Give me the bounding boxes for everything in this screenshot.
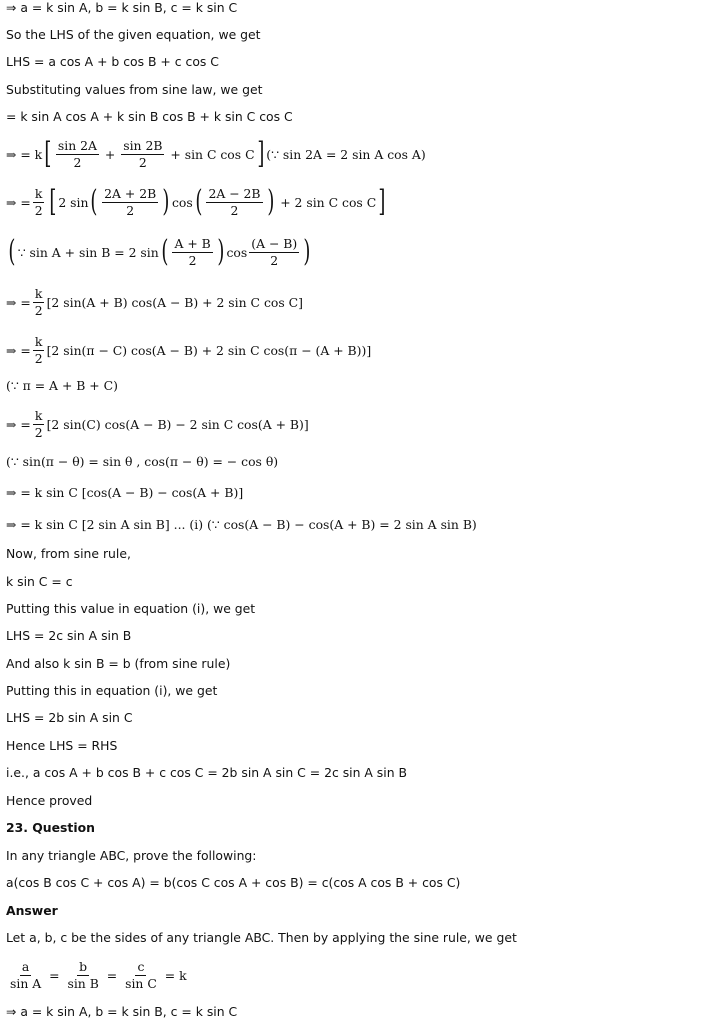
fraction [33, 187, 45, 218]
fraction [206, 187, 262, 218]
fraction [33, 335, 45, 366]
equation-text: cos [171, 194, 193, 210]
text-line: And also k sin B = b (from sine rule) [6, 656, 231, 671]
equation-line [6, 284, 303, 320]
text-line: Putting this value in equation (i), we get [6, 601, 256, 616]
open-bracket: [ [48, 184, 56, 219]
denominator: 2 [73, 154, 82, 170]
equation-text: = [160, 967, 180, 983]
text-line: ⇒ a = k sin A, b = k sin B, c = k sin C [6, 0, 238, 15]
close-paren: ) [162, 184, 170, 219]
equation-text: [2 sin(π − C) cos(A − B) + 2 sin C cos(π − (A + B))] [46, 342, 372, 358]
equation-text: ⇒ = [6, 294, 31, 310]
equation-text: 2 sin [58, 194, 89, 210]
answer-heading: Answer [6, 903, 58, 918]
equation-line [6, 136, 426, 172]
close-paren: ) [217, 234, 225, 269]
numerator: k [34, 185, 43, 201]
denominator: sin A [10, 975, 42, 991]
numerator: b [79, 958, 88, 974]
equation-text: + sin C cos C [166, 146, 255, 162]
fraction [65, 960, 100, 991]
denominator: 2 [34, 350, 43, 366]
equation-text: ⇒ = [6, 416, 31, 432]
equation-text: ⇒ = [6, 342, 31, 358]
text-line: a(cos B cos C + cos A) = b(cos C cos A + cos B) = c(cos A cos B + cos C) [6, 875, 461, 890]
close-bracket: ] [256, 136, 264, 171]
fraction [8, 960, 43, 991]
denominator: sin C [125, 975, 157, 991]
equation-line [6, 406, 309, 442]
text-line: ⇒ = k sin C [cos(A − B) − cos(A + B)] [6, 485, 244, 500]
fraction [121, 139, 164, 170]
fraction [123, 960, 159, 991]
numerator: 2A − 2B [208, 185, 261, 201]
numerator: sin 2A [57, 137, 97, 153]
equation-text: ⇒ = k [6, 146, 43, 162]
question-heading: 23. Question [6, 820, 95, 835]
text-line: (∵ sin(π − θ) = sin θ , cos(π − θ) = − cos θ) [6, 454, 279, 469]
numerator: A + B [174, 235, 211, 251]
close-bracket: ] [378, 184, 386, 219]
denominator: 2 [34, 302, 43, 318]
denominator: 2 [34, 424, 43, 440]
equation-text: + [100, 146, 120, 162]
text-line: = k sin A cos A + k sin B cos B + k sin C cos C [6, 109, 293, 124]
equation-text: k [179, 967, 187, 983]
text-line: Putting this in equation (i), we get [6, 683, 218, 698]
open-paren: ( [195, 184, 203, 219]
text-line: ⇒ = k sin C [2 sin A sin B] ... (i) (∵ cos(A − B) − cos(A + B) = 2 sin A sin B) [6, 517, 477, 532]
equation-text: [2 sin(C) cos(A − B) − 2 sin C cos(A + B)] [46, 416, 309, 432]
open-paren: ( [90, 184, 98, 219]
equation-text: cos [226, 244, 248, 260]
fraction [102, 187, 158, 218]
text-line: LHS = 2c sin A sin B [6, 628, 132, 643]
text-line: Let a, b, c be the sides of any triangle ABC. Then by applying the sine rule, we get [6, 930, 517, 945]
denominator: 2 [188, 252, 197, 268]
text-line: k sin C = c [6, 574, 73, 589]
equation-text: [2 sin(A + B) cos(A − B) + 2 sin C cos C] [46, 294, 303, 310]
open-bracket: [ [44, 136, 52, 171]
text-line: Hence LHS = RHS [6, 738, 118, 753]
equation-text: ⇒ = [6, 194, 31, 210]
open-paren: ( [161, 234, 169, 269]
denominator: 2 [230, 202, 239, 218]
open-paren: ( [8, 234, 16, 269]
equation-text: ∵ sin A + sin B = 2 sin [17, 244, 159, 260]
equation-text: = [45, 967, 64, 983]
text-line: LHS = a cos A + b cos B + c cos C [6, 54, 219, 69]
close-paren: ) [303, 234, 311, 269]
denominator: 2 [138, 154, 147, 170]
numerator: k [34, 285, 43, 301]
text-line: In any triangle ABC, prove the following: [6, 848, 257, 863]
equation-line [6, 232, 313, 272]
denominator: 2 [270, 252, 279, 268]
denominator: 2 [34, 202, 43, 218]
fraction [249, 237, 299, 268]
numerator: 2A + 2B [104, 185, 157, 201]
text-line: Now, from sine rule, [6, 546, 131, 561]
fraction [172, 237, 212, 268]
denominator: sin B [67, 975, 99, 991]
fraction [56, 139, 99, 170]
numerator: (A − B) [251, 235, 298, 251]
text-line: LHS = 2b sin A sin C [6, 710, 133, 725]
fraction [33, 287, 45, 318]
text-line: i.e., a cos A + b cos B + c cos C = 2b sin A sin C = 2c sin A sin B [6, 765, 407, 780]
text-line: Hence proved [6, 793, 93, 808]
numerator: a [21, 958, 30, 974]
numerator: sin 2B [123, 137, 163, 153]
fraction [33, 409, 45, 440]
close-paren: ) [266, 184, 274, 219]
text-line: ⇒ a = k sin A, b = k sin B, c = k sin C [6, 1004, 238, 1019]
equation-line [6, 332, 371, 368]
text-line: So the LHS of the given equation, we get [6, 27, 261, 42]
equation-text: (∵ sin 2A = 2 sin A cos A) [266, 146, 426, 162]
equation-text: + 2 sin C cos C [276, 194, 377, 210]
numerator: k [34, 333, 43, 349]
denominator: 2 [126, 202, 135, 218]
equation-line [6, 184, 388, 220]
text-line: (∵ π = A + B + C) [6, 378, 118, 393]
equation-line [6, 956, 187, 994]
text-line: Substituting values from sine law, we get [6, 82, 263, 97]
equation-text: = [102, 967, 122, 983]
numerator: k [34, 407, 43, 423]
numerator: c [137, 958, 145, 974]
